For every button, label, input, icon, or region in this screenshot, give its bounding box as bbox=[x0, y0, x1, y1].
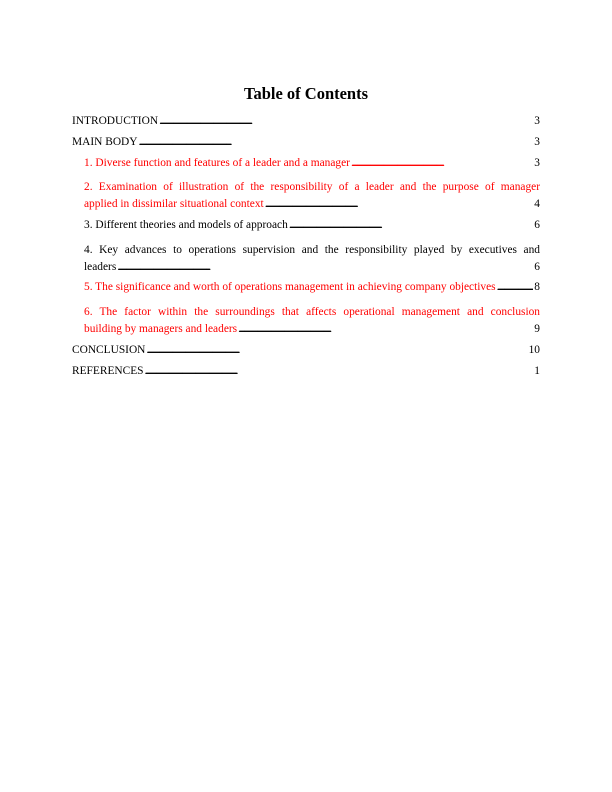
toc-entry-text: REFERENCES bbox=[72, 364, 144, 377]
dot-leader bbox=[238, 323, 533, 335]
dot-leader bbox=[159, 115, 533, 127]
toc-page-number: 6 bbox=[534, 260, 540, 273]
toc-entry-text: INTRODUCTION bbox=[72, 115, 159, 127]
toc-entry-introduction[interactable] bbox=[72, 115, 540, 136]
toc-entry-text-line1: 4. Key advances to operations supervision and the responsibility played by executives and bbox=[84, 243, 540, 256]
toc-entry-text-line2: building by managers and leaders bbox=[84, 322, 238, 335]
toc-page-number: 9 bbox=[534, 322, 540, 335]
toc-page-number: 1 bbox=[534, 364, 540, 377]
toc-entry-references[interactable] bbox=[72, 365, 540, 386]
toc-entry-2[interactable] bbox=[72, 177, 540, 219]
toc-entry-conclusion[interactable] bbox=[72, 344, 540, 365]
toc-title: Table of Contents bbox=[243, 84, 369, 103]
toc-entry-text-line1: 2. Examination of illustration of the responsibility of a leader and the purpose of manager bbox=[84, 181, 540, 194]
toc-entry-text: 1. Diverse function and features of a leader and a manager bbox=[84, 156, 350, 169]
toc-entry-6[interactable] bbox=[72, 302, 540, 344]
toc-entry-text: MAIN BODY bbox=[72, 135, 138, 148]
toc-entry-text-line2: leaders bbox=[84, 260, 117, 273]
table-of-contents bbox=[72, 115, 540, 385]
dot-leader bbox=[265, 198, 534, 210]
toc-page-number: 3 bbox=[534, 135, 540, 148]
toc-entry-text: CONCLUSION bbox=[72, 343, 146, 356]
dot-leader bbox=[139, 136, 534, 148]
toc-entry-text: 3. Different theories and models of approach bbox=[84, 218, 288, 231]
dot-leader bbox=[145, 365, 534, 377]
toc-entry-1[interactable] bbox=[72, 157, 540, 178]
dot-leader bbox=[351, 157, 533, 169]
toc-page-number: 3 bbox=[534, 156, 540, 169]
toc-entry-text-line1: 6. The factor within the surroundings that affects operational management and conclusion bbox=[84, 306, 540, 319]
toc-page-number: 3 bbox=[534, 115, 540, 127]
toc-page-number: 10 bbox=[528, 343, 540, 356]
toc-page-number: 8 bbox=[534, 281, 540, 294]
toc-page-number: 4 bbox=[534, 198, 540, 211]
toc-entry-text: 5. The significance and worth of operations management in achieving company objectives bbox=[84, 281, 496, 294]
dot-leader bbox=[146, 344, 527, 356]
toc-entry-3[interactable] bbox=[72, 219, 540, 240]
toc-entry-5[interactable] bbox=[72, 281, 540, 302]
dot-leader bbox=[117, 261, 533, 273]
toc-entry-4[interactable] bbox=[72, 240, 540, 282]
toc-page-number: 6 bbox=[534, 218, 540, 231]
dot-leader bbox=[497, 281, 534, 293]
toc-entry-text-line2: applied in dissimilar situational context bbox=[84, 198, 264, 211]
toc-entry-main-body[interactable] bbox=[72, 136, 540, 157]
dot-leader bbox=[289, 219, 533, 231]
